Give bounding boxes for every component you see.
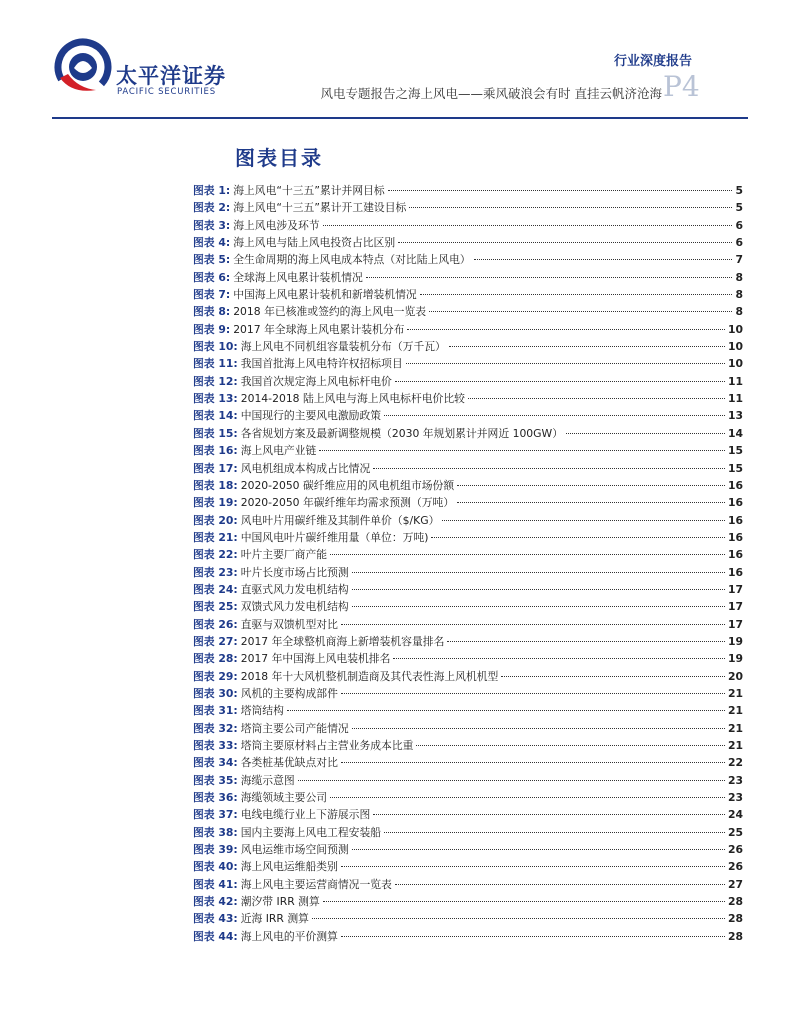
toc-entry-label: 图表 27:: [193, 634, 238, 648]
toc-dot-leader: [566, 433, 725, 434]
toc-entry[interactable]: [193, 546, 743, 563]
toc-entry[interactable]: [193, 303, 743, 320]
toc-dot-leader: [373, 814, 725, 815]
toc-entry-page: 28: [727, 895, 743, 909]
toc-entry-page: 23: [727, 773, 743, 787]
toc-dot-leader: [431, 537, 725, 538]
toc-entry-page: 28: [727, 929, 743, 943]
toc-dot-leader: [298, 780, 725, 781]
toc-entry-title: 海上风电“十三五”累计开工建设目标: [233, 201, 407, 215]
toc-entry-page: 21: [727, 739, 743, 752]
toc-entry[interactable]: [193, 460, 743, 477]
logo-chinese-name: 太平洋证券: [116, 64, 226, 88]
toc-entry[interactable]: [193, 650, 743, 667]
toc-entry-label: 图表 19:: [193, 496, 238, 510]
toc-entry-title: 风电运维市场空间预测: [240, 843, 349, 857]
toc-entry[interactable]: [193, 789, 743, 806]
toc-entry-title: 我国首次规定海上风电标杆电价: [240, 374, 392, 388]
toc-entry-page: 10: [727, 357, 743, 371]
toc-dot-leader: [474, 259, 733, 260]
toc-entry-page: 8: [735, 288, 743, 302]
toc-entry[interactable]: [193, 338, 743, 355]
toc-entry-label: 图表 37:: [193, 808, 238, 822]
toc-entry-title: 2017 年全球整机商海上新增装机容量排名: [240, 634, 445, 648]
toc-entry[interactable]: [193, 199, 743, 216]
toc-entry-label: 图表 16:: [193, 444, 238, 458]
toc-entry[interactable]: [193, 355, 743, 372]
toc-dot-leader: [457, 485, 725, 486]
toc-dot-leader: [429, 311, 732, 312]
toc-entry-label: 图表 40:: [193, 860, 238, 874]
toc-dot-leader: [395, 884, 725, 885]
toc-entry[interactable]: [193, 702, 743, 719]
toc-entry-page: 22: [727, 756, 743, 770]
toc-entry-label: 图表 12:: [193, 374, 238, 388]
toc-dot-leader: [447, 641, 725, 642]
report-type: 行业深度报告: [613, 54, 692, 69]
toc-entry[interactable]: [193, 217, 743, 234]
toc-entry-title: 中国风电叶片碳纤维用量（单位：万吨): [240, 530, 429, 544]
toc-dot-leader: [384, 832, 725, 833]
toc-entry-page: 6: [735, 236, 743, 250]
toc-dot-leader: [352, 728, 725, 729]
toc-entry-title: 海上风电的平价测算: [240, 929, 338, 943]
toc-dot-leader: [501, 676, 725, 677]
toc-dot-leader: [406, 363, 725, 364]
toc-entry-page: 24: [727, 808, 743, 822]
toc-entry[interactable]: [193, 373, 743, 390]
toc-dot-leader: [395, 381, 725, 382]
toc-entry[interactable]: [193, 720, 743, 737]
toc-entry-page: 19: [727, 634, 743, 648]
toc-entry[interactable]: [193, 477, 743, 494]
toc-entry-title: 海上风电涉及环节: [233, 218, 320, 232]
toc-entry-page: 5: [735, 201, 743, 215]
toc-entry-label: 图表 17:: [193, 461, 238, 475]
toc-entry[interactable]: [193, 876, 743, 893]
toc-entry-label: 图表 14:: [193, 409, 238, 423]
toc-entry-label: 图表 10:: [193, 340, 238, 354]
toc-dot-leader: [442, 520, 725, 521]
toc-entry-page: 15: [727, 461, 743, 475]
toc-entry-page: 11: [727, 392, 743, 406]
toc-entry[interactable]: [193, 529, 743, 546]
toc-entry-label: 图表 35:: [193, 773, 238, 787]
toc-entry-page: 27: [727, 877, 743, 891]
toc-entry[interactable]: [193, 893, 743, 910]
toc-entry-page: 17: [727, 617, 743, 631]
toc-entry-label: 图表 23:: [193, 565, 238, 579]
toc-entry-title: 海上风电运维船类别: [240, 860, 338, 874]
toc-entry-label: 图表 31:: [193, 704, 238, 718]
toc-entry-title: 2017 年全球海上风电累计装机分布: [233, 322, 405, 336]
toc-entry[interactable]: [193, 772, 743, 789]
toc-entry-page: 11: [727, 374, 743, 388]
toc-dot-leader: [341, 866, 725, 867]
toc-entry-page: 26: [727, 843, 743, 857]
toc-entry-label: 图表 24:: [193, 582, 238, 596]
toc-entry[interactable]: [193, 910, 743, 927]
toc-entry-label: 图表 41:: [193, 877, 238, 891]
figure-toc-list: [193, 182, 743, 945]
toc-entry-title: 风电叶片用碳纤维及其制件单价（$/KG）: [240, 513, 440, 527]
toc-entry[interactable]: [193, 598, 743, 615]
toc-entry-label: 图表 28:: [193, 652, 238, 666]
toc-entry[interactable]: [193, 581, 743, 598]
toc-entry-page: 16: [727, 513, 743, 527]
toc-entry-title: 风机的主要构成部件: [240, 686, 338, 700]
toc-entry[interactable]: [193, 616, 743, 633]
toc-entry-title: 叶片主要厂商产能: [240, 548, 328, 562]
toc-entry-title: 海上风电不同机组容量装机分布（万千瓦）: [240, 340, 446, 354]
toc-dot-leader: [341, 693, 725, 694]
toc-entry-page: 19: [727, 652, 743, 666]
toc-entry-label: 图表 36:: [193, 791, 238, 805]
toc-dot-leader: [366, 277, 733, 278]
toc-entry[interactable]: [193, 321, 743, 338]
toc-entry-label: 图表 30:: [193, 686, 238, 700]
toc-entry[interactable]: [193, 407, 743, 424]
toc-entry[interactable]: [193, 182, 743, 199]
toc-entry-page: 6: [735, 218, 743, 232]
toc-entry-title: 全生命周期的海上风电成本特点（对比陆上风电）: [233, 253, 471, 267]
toc-entry-label: 图表 4:: [193, 236, 231, 250]
toc-entry-label: 图表 25:: [193, 600, 238, 614]
toc-entry-label: 图表 3:: [193, 218, 231, 232]
toc-entry[interactable]: [193, 668, 743, 685]
toc-entry-title: 国内主要海上风电工程安装船: [240, 825, 382, 839]
toc-dot-leader: [407, 329, 725, 330]
toc-entry-page: 17: [727, 600, 743, 614]
toc-entry[interactable]: [193, 928, 743, 945]
page-header: [0, 0, 800, 125]
toc-entry[interactable]: [193, 390, 743, 407]
toc-entry-page: 13: [727, 409, 743, 423]
toc-dot-leader: [388, 190, 733, 191]
toc-entry-label: 图表 26:: [193, 617, 238, 631]
logo-mark-icon: [54, 38, 112, 96]
toc-dot-leader: [330, 797, 725, 798]
toc-entry-page: 16: [727, 478, 743, 492]
toc-entry-title: 中国现行的主要风电激励政策: [240, 409, 382, 423]
toc-dot-leader: [457, 502, 725, 503]
toc-entry[interactable]: [193, 425, 743, 442]
toc-dot-leader: [420, 294, 733, 295]
toc-entry-page: 7: [735, 253, 743, 267]
toc-entry-label: 图表 32:: [193, 721, 238, 735]
toc-dot-leader: [323, 901, 725, 902]
toc-entry-page: 23: [727, 791, 743, 805]
toc-entry-title: 2020-2050 年碳纤维年均需求预测（万吨）: [240, 496, 455, 510]
toc-entry[interactable]: [193, 512, 743, 529]
toc-entry-title: 2017 年中国海上风电装机排名: [240, 652, 391, 666]
toc-entry-page: 25: [727, 825, 743, 839]
toc-entry-page: 20: [727, 669, 743, 683]
toc-entry-page: 16: [727, 565, 743, 579]
toc-entry-page: 10: [727, 322, 743, 336]
toc-entry-title: 2020-2050 碳纤维应用的风电机组市场份额: [240, 478, 455, 492]
toc-entry-title: 2018 年十大风机整机制造商及其代表性海上风机机型: [240, 669, 499, 683]
toc-entry-title: 2018 年已核准或签约的海上风电一览表: [233, 305, 427, 319]
toc-entry-page: 8: [735, 305, 743, 319]
toc-dot-leader: [341, 624, 725, 625]
toc-entry-title: 海上风电产业链: [240, 444, 317, 458]
toc-entry-label: 图表 8:: [193, 305, 231, 319]
toc-entry-label: 图表 11:: [193, 357, 238, 371]
toc-entry[interactable]: [193, 251, 743, 268]
toc-entry-label: 图表 34:: [193, 756, 238, 770]
toc-entry-title: 塔筒主要原材料占主营业务成本比重: [240, 739, 414, 752]
toc-entry[interactable]: [193, 442, 743, 459]
toc-dot-leader: [416, 745, 725, 746]
toc-dot-leader: [449, 346, 725, 347]
toc-entry-page: 16: [727, 496, 743, 510]
toc-entry[interactable]: [193, 841, 743, 858]
toc-entry-label: 图表 5:: [193, 253, 231, 267]
toc-entry-title: 电线电缆行业上下游展示图: [240, 808, 371, 822]
toc-entry-title: 中国海上风电累计装机和新增装机情况: [233, 288, 417, 302]
toc-dot-leader: [373, 468, 725, 469]
toc-dot-leader: [352, 589, 725, 590]
toc-entry[interactable]: [193, 269, 743, 286]
toc-entry-title: 我国首批海上风电特许权招标项目: [240, 357, 403, 371]
toc-dot-leader: [393, 658, 725, 659]
toc-entry-title: 塔筒主要公司产能情况: [240, 721, 349, 735]
toc-entry-page: 15: [727, 444, 743, 458]
toc-entry-title: 直驱与双馈机型对比: [240, 617, 338, 631]
toc-entry-page: 21: [727, 686, 743, 700]
toc-entry-title: 海缆示意图: [240, 773, 295, 787]
toc-dot-leader: [319, 450, 725, 451]
toc-entry-page: 10: [727, 340, 743, 354]
toc-entry-page: 21: [727, 704, 743, 718]
report-subtitle: 风电专题报告之海上风电——乘风破浪会有时 直挂云帆济沧海: [320, 86, 662, 101]
toc-entry-label: 图表 9:: [193, 322, 231, 336]
toc-entry[interactable]: [193, 754, 743, 771]
toc-entry-title: 风电机组成本构成占比情况: [240, 461, 371, 475]
toc-entry-page: 28: [727, 912, 743, 926]
toc-entry[interactable]: [193, 806, 743, 823]
header-divider: [52, 117, 748, 119]
toc-dot-leader: [468, 398, 725, 399]
toc-entry-label: 图表 15:: [193, 426, 238, 440]
toc-entry[interactable]: [193, 494, 743, 511]
toc-dot-leader: [352, 849, 725, 850]
toc-entry[interactable]: [193, 824, 743, 841]
toc-entry[interactable]: [193, 633, 743, 650]
toc-dot-leader: [384, 415, 725, 416]
toc-entry-title: 海上风电主要运营商情况一览表: [240, 877, 392, 891]
toc-entry-label: 图表 6:: [193, 270, 231, 284]
toc-entry-title: 各省规划方案及最新调整规模（2030 年规划累计并网近 100GW）: [240, 426, 564, 440]
toc-entry-title: 双馈式风力发电机结构: [240, 600, 349, 614]
toc-entry-title: 塔筒结构: [240, 704, 284, 718]
toc-entry[interactable]: [193, 737, 743, 754]
toc-entry-label: 图表 43:: [193, 912, 238, 926]
toc-entry-label: 图表 29:: [193, 669, 238, 683]
toc-entry-title: 近海 IRR 测算: [240, 912, 309, 926]
toc-entry-page: 5: [735, 184, 743, 197]
toc-entry-label: 图表 38:: [193, 825, 238, 839]
toc-entry[interactable]: [193, 858, 743, 875]
toc-entry[interactable]: [193, 564, 743, 581]
toc-dot-leader: [398, 242, 732, 243]
toc-entry-title: 全球海上风电累计装机情况: [233, 270, 363, 284]
toc-entry-title: 各类桩基优缺点对比: [240, 756, 338, 770]
toc-entry-page: 16: [727, 530, 743, 544]
toc-entry-page: 21: [727, 721, 743, 735]
toc-entry-title: 海上风电与陆上风电投资占比区别: [233, 236, 396, 250]
toc-entry-page: 17: [727, 582, 743, 596]
toc-entry-title: 潮汐带 IRR 测算: [240, 895, 320, 909]
toc-dot-leader: [287, 710, 725, 711]
toc-entry-title: 2014-2018 陆上风电与海上风电标杆电价比较: [240, 392, 465, 406]
toc-entry-page: 16: [727, 548, 743, 562]
toc-dot-leader: [330, 554, 725, 555]
toc-dot-leader: [352, 572, 725, 573]
toc-entry-title: 海缆领域主要公司: [240, 791, 328, 805]
toc-entry-title: 叶片长度市场占比预测: [240, 565, 349, 579]
logo-english-name: PACIFIC SECURITIES: [117, 87, 216, 97]
toc-dot-leader: [312, 918, 725, 919]
toc-dot-leader: [323, 225, 733, 226]
toc-dot-leader: [409, 207, 732, 208]
toc-entry-label: 图表 33:: [193, 739, 238, 752]
toc-entry-page: 26: [727, 860, 743, 874]
toc-entry-label: 图表 39:: [193, 843, 238, 857]
toc-entry[interactable]: [193, 685, 743, 702]
page-number: P4: [663, 70, 700, 103]
toc-entry-page: 14: [727, 426, 743, 440]
toc-entry-label: 图表 22:: [193, 548, 238, 562]
toc-entry-label: 图表 42:: [193, 895, 238, 909]
company-logo: [54, 38, 234, 98]
toc-dot-leader: [352, 606, 725, 607]
toc-title: 图表目录: [235, 146, 323, 170]
toc-entry[interactable]: [193, 286, 743, 303]
toc-entry[interactable]: [193, 234, 743, 251]
toc-entry-label: 图表 13:: [193, 392, 238, 406]
toc-entry-title: 直驱式风力发电机结构: [240, 582, 349, 596]
toc-entry-label: 图表 21:: [193, 530, 238, 544]
toc-entry-label: 图表 20:: [193, 513, 238, 527]
toc-entry-label: 图表 7:: [193, 288, 231, 302]
toc-entry-label: 图表 44:: [193, 929, 238, 943]
toc-entry-title: 海上风电“十三五”累计并网目标: [233, 184, 385, 197]
toc-entry-label: 图表 1:: [193, 184, 231, 197]
toc-entry-label: 图表 2:: [193, 201, 231, 215]
toc-dot-leader: [341, 936, 725, 937]
toc-entry-page: 8: [735, 270, 743, 284]
toc-dot-leader: [341, 762, 725, 763]
toc-entry-label: 图表 18:: [193, 478, 238, 492]
